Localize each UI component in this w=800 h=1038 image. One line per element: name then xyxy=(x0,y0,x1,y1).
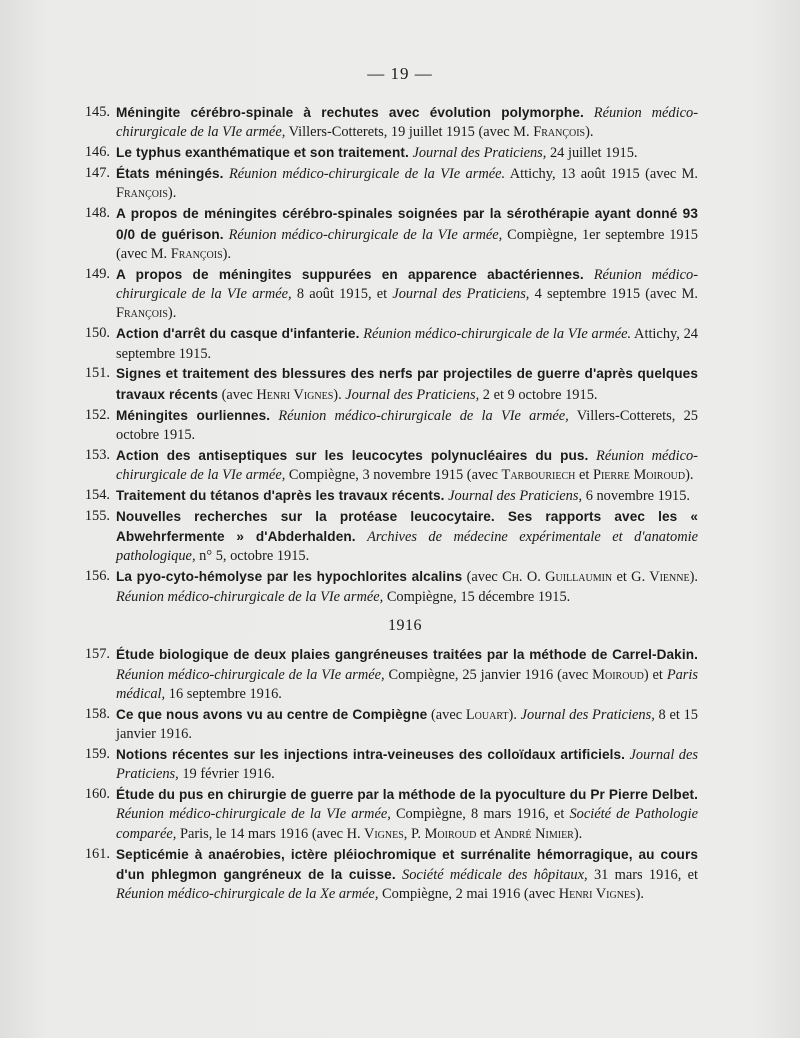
entry-venue: Réunion médico-chirurgicale de la VIe armée, xyxy=(116,806,391,823)
entry-title: Notions récentes sur les injections intra-veineuses des colloïdaux artificiels. xyxy=(116,746,626,762)
entry-details: ). xyxy=(573,825,583,842)
entry-author: Henri Vignes xyxy=(558,886,636,903)
entry-details: Compiègne, 1er septembre 1915 (avec M. xyxy=(116,226,699,262)
year-heading: 1916 xyxy=(388,616,422,634)
entry-title: Action d'arrêt du casque d'infanterie. xyxy=(116,326,360,342)
entry-author: Louart xyxy=(465,706,509,723)
entry-number: 157. xyxy=(84,646,110,663)
entry-author: Ch. O. Guillaumin xyxy=(502,569,613,586)
entry-title: Septicémie à anaérobies, ictère pléiochromique et surrénalite hémorragique, au cours d'un phlegmon gangréneux de la cuisse. xyxy=(116,846,698,882)
entry-details: ). xyxy=(508,706,517,723)
entry-title: Étude biologique de deux plaies gangréneuses traitées par la méthode de Carrel-Dakin. xyxy=(116,647,698,663)
entry-venue: Journal des Praticiens, xyxy=(448,487,583,504)
entry-number: 147. xyxy=(84,165,110,182)
entry-venue: Réunion médico-chirurgicale de la VIe armée, xyxy=(116,105,698,141)
entry-details: Paris, le 14 mars 1916 (avec xyxy=(179,825,344,842)
entry-details: Attichy, 13 août 1915 (avec M. xyxy=(509,166,699,183)
entry-number: 150. xyxy=(84,325,110,342)
entry-details: (avec xyxy=(221,386,253,403)
entry-author: François xyxy=(116,185,168,202)
entry-venue: Réunion médico-chirurgicale de la VIe armée. xyxy=(363,326,632,343)
entry-title: États méningés. xyxy=(116,166,224,182)
entry-number: 152. xyxy=(84,406,110,423)
entry-details: 2 et 9 octobre 1915. xyxy=(482,386,598,403)
entry-details: 16 septembre 1916. xyxy=(168,685,282,702)
entry-venue-secondary: Réunion médico-chirurgicale de la Xe armée, xyxy=(116,886,379,903)
entry-venue: Réunion médico-chirurgicale de la VIe armée, xyxy=(116,447,698,484)
entry-158 xyxy=(78,705,698,745)
entry-155 xyxy=(78,507,698,567)
entry-number: 145. xyxy=(84,104,110,120)
entry-venue-secondary: Journal des Praticiens, xyxy=(392,286,530,303)
entry-title: Le typhus exanthématique et son traitement. xyxy=(116,145,409,161)
entry-147 xyxy=(78,164,698,204)
entry-149 xyxy=(78,265,698,324)
entry-author: Pierre Moiroud xyxy=(592,467,686,484)
entry-159 xyxy=(78,745,698,785)
entry-number: 154. xyxy=(84,486,110,503)
entry-venue: Réunion médico-chirurgicale de la VIe armée, xyxy=(228,226,503,243)
entry-details: Compiègne, 2 mai 1916 (avec xyxy=(382,886,556,903)
entry-details: 31 mars 1916, et xyxy=(593,866,699,883)
entry-details: Compiègne, 8 mars 1916, et xyxy=(395,806,565,823)
entry-details: Villers-Cotterets, 19 juillet 1915 (avec M. xyxy=(288,124,530,141)
entry-details: Attichy, 24 septembre 1915. xyxy=(116,326,698,362)
entry-details: ). xyxy=(635,886,644,903)
entry-details: ). xyxy=(167,305,177,322)
entry-number: 153. xyxy=(84,446,110,463)
entry-title: Signes et traitement des blessures des nerfs par projectiles de guerre d'après quelques travaux récents xyxy=(116,366,698,402)
page-number: — 19 — xyxy=(367,64,433,83)
entry-details: 4 septembre 1915 (avec M. xyxy=(534,286,698,303)
entry-number: 155. xyxy=(84,507,110,524)
entry-title: Méningite cérébro-spinale à rechutes avec évolution polymorphe. xyxy=(116,105,584,120)
entry-author: François xyxy=(533,124,586,141)
entry-details: ). xyxy=(333,386,342,403)
entry-details: 8 août 1915, et xyxy=(296,286,388,303)
entry-150 xyxy=(78,324,698,364)
entry-author: H. Vignes xyxy=(346,825,404,842)
entry-152 xyxy=(78,406,698,446)
entry-title: Traitement du tétanos d'après les travaux récents. xyxy=(116,487,445,503)
entry-details: 19 février 1916. xyxy=(182,766,275,783)
entry-venue: Archives de médecine expérimentale et d'anatomie pathologique, xyxy=(116,529,698,565)
entry-157 xyxy=(78,645,698,704)
entry-151 xyxy=(78,364,698,405)
entry-148 xyxy=(78,204,698,264)
entry-author: Tarbouriech xyxy=(501,467,576,484)
entry-details: ). xyxy=(689,569,698,586)
entry-venue-secondary: Société de Pathologie comparée, xyxy=(116,806,698,842)
entry-number: 151. xyxy=(84,365,110,382)
entry-details: ). xyxy=(685,467,694,484)
entry-161 xyxy=(78,845,698,905)
entry-details: (avec xyxy=(466,569,498,586)
entry-number: 161. xyxy=(84,845,110,862)
entry-details: 24 juillet 1915. xyxy=(549,145,638,162)
entry-number: 159. xyxy=(84,745,110,762)
entry-154 xyxy=(78,486,698,506)
entry-details: ) et xyxy=(643,666,663,683)
entry-details: ). xyxy=(167,185,177,202)
entry-details: Compiègne, 3 novembre 1915 (avec xyxy=(288,467,498,484)
entry-details: , xyxy=(403,825,408,842)
entry-venue: Société médicale des hôpitaux, xyxy=(402,866,588,883)
entry-details: ). xyxy=(585,124,594,141)
entry-number: 160. xyxy=(84,786,110,803)
entry-number: 148. xyxy=(84,205,110,222)
entry-details: Compiègne, 15 décembre 1915. xyxy=(386,588,571,605)
entry-title: Méningites ourliennes. xyxy=(116,407,271,423)
entry-details: 8 et 15 janvier 1916. xyxy=(116,706,698,743)
entry-156 xyxy=(78,567,698,607)
entry-author: Moiroud xyxy=(592,666,644,683)
entry-venue: Journal des Praticiens, xyxy=(116,746,698,783)
entry-venue: Réunion médico-chirurgicale de la VIe armée, xyxy=(116,666,385,683)
entry-153 xyxy=(78,446,698,486)
entry-160 xyxy=(78,785,698,844)
entry-title: La pyo-cyto-hémolyse par les hypochlorites alcalins xyxy=(116,569,463,585)
entry-venue: Journal des Praticiens, xyxy=(345,386,480,403)
entry-details: et xyxy=(616,569,627,586)
entry-number: 149. xyxy=(84,265,110,282)
entry-venue: Réunion médico-chirurgicale de la VIe armée. xyxy=(228,166,506,183)
entry-venue: Réunion médico-chirurgicale de la VIe armée, xyxy=(116,266,698,303)
entry-number: 158. xyxy=(84,705,110,722)
entry-details: 6 novembre 1915. xyxy=(585,487,690,504)
entry-title: Étude du pus en chirurgie de guerre par la méthode de la pyoculture du Pr Pierre Delbet. xyxy=(116,787,698,803)
entry-venue: Réunion médico-chirurgicale de la VIe armée, xyxy=(116,588,384,605)
entry-details: n° 5, octobre 1915. xyxy=(199,548,310,565)
entry-author: André Nimier xyxy=(493,825,574,842)
entry-details: et xyxy=(479,825,491,842)
entry-146 xyxy=(78,143,698,163)
entry-venue: Journal des Praticiens, xyxy=(412,145,547,162)
bibliography-list xyxy=(78,103,698,905)
entry-venue-secondary: Paris médical, xyxy=(116,666,698,702)
entry-author: François xyxy=(116,305,168,322)
entry-author: François xyxy=(170,245,223,262)
entry-title: A propos de méningites suppurées en apparence abactériennes. xyxy=(116,266,584,282)
entry-title: A propos de méningites cérébro-spinales soignées par la sérothérapie ayant donné 93 0/0 de guérison. xyxy=(116,206,698,242)
entry-title: Nouvelles recherches sur la protéase leucocytaire. Ses rapports avec les « Abwehrfermente » d'Abderhalden. xyxy=(116,508,698,545)
entry-title: Action des antiseptiques sur les leucocytes polynucléaires du pus. xyxy=(116,447,589,463)
entry-number: 156. xyxy=(84,568,110,585)
entry-details: (avec xyxy=(431,706,463,723)
entry-details: Villers-Cotterets, 25 octobre 1915. xyxy=(116,407,698,443)
entry-number: 146. xyxy=(84,144,110,161)
entry-author: Henri Vignes xyxy=(256,386,334,403)
entry-venue: Journal des Praticiens, xyxy=(520,706,655,723)
entry-details: ). xyxy=(222,245,232,262)
entry-venue: Réunion médico-chirurgicale de la VIe armée, xyxy=(278,407,569,424)
entry-title: Ce que nous avons vu au centre de Compiègne xyxy=(116,706,428,722)
entry-author: P. Moiroud xyxy=(411,825,477,842)
entry-author: G. Vienne xyxy=(631,569,690,586)
entry-145 xyxy=(78,103,698,143)
entry-details: Compiègne, 25 janvier 1916 (avec xyxy=(388,666,589,683)
entry-details: et xyxy=(578,467,590,484)
